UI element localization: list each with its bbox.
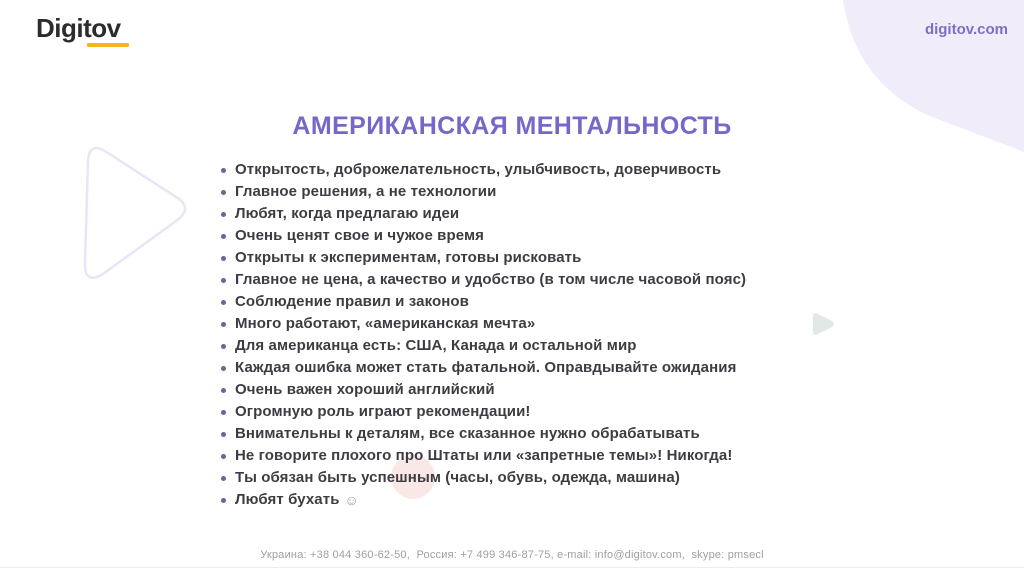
list-item <box>221 357 746 379</box>
list-item-text: Главное не цена, а качество и удобство (в том числе часовой пояс) <box>235 271 747 288</box>
list-item-text: Огромную роль играют рекомендации! <box>235 403 531 420</box>
dot-icon <box>221 432 226 437</box>
list-item <box>221 225 746 247</box>
site-link[interactable]: digitov.com <box>924 21 1008 38</box>
dot-icon <box>221 278 226 283</box>
list-item-text: Открыты к экспериментам, готовы рисковать <box>235 249 582 266</box>
dot-icon <box>221 498 226 503</box>
list-item <box>221 247 746 269</box>
play-triangle-outline-icon <box>68 133 208 298</box>
list-item <box>221 379 746 401</box>
list-item <box>221 445 746 467</box>
list-item <box>221 467 746 489</box>
list-item <box>221 159 746 181</box>
list-item <box>221 313 746 335</box>
logo <box>36 14 129 47</box>
dot-icon <box>221 476 226 481</box>
list-item <box>221 423 746 445</box>
page-title: АМЕРИКАНСКАЯ МЕНТАЛЬНОСТЬ <box>292 112 732 140</box>
list-item-text: Любят бухать <box>235 491 340 508</box>
dot-icon <box>221 234 226 239</box>
dot-icon <box>221 454 226 459</box>
dot-icon <box>221 168 226 173</box>
list-item-text: Очень ценят свое и чужое время <box>235 227 485 244</box>
dot-icon <box>221 366 226 371</box>
list-item <box>221 291 746 313</box>
dot-icon <box>221 190 226 195</box>
logo-text: Digitov <box>36 13 121 43</box>
list-item <box>221 335 746 357</box>
list-item-text: Главное решения, а не технологии <box>235 183 497 200</box>
bullet-list <box>221 159 746 511</box>
footer-contacts: Украина: +38 044 360-62-50, Россия: +7 499 346-87-75, e-mail: info@digitov.com, skype: pmsecl <box>260 549 764 561</box>
dot-icon <box>221 256 226 261</box>
list-item-text: Соблюдение правил и законов <box>235 293 469 310</box>
dot-icon <box>221 410 226 415</box>
bottom-divider <box>0 567 1024 568</box>
smiley-face-icon: ☺ <box>344 492 359 508</box>
list-item-text: Не говорите плохого про Штаты или «запретные темы»! Никогда! <box>235 447 733 464</box>
list-item-text: Для американца есть: США, Канада и остальной мир <box>235 337 637 354</box>
list-item <box>221 489 746 511</box>
dot-icon <box>221 388 226 393</box>
list-item-text: Внимательны к деталям, все сказанное нужно обрабатывать <box>235 425 700 442</box>
logo-underline <box>87 43 129 47</box>
list-item <box>221 203 746 225</box>
list-item <box>221 401 746 423</box>
list-item <box>221 181 746 203</box>
list-item-text: Открытость, доброжелательность, улыбчивость, доверчивость <box>235 161 722 178</box>
dot-icon <box>221 322 226 327</box>
dot-icon <box>221 344 226 349</box>
list-item-text: Ты обязан быть успешным (часы, обувь, одежда, машина) <box>235 469 680 486</box>
list-item-text: Очень важен хороший английский <box>235 381 495 398</box>
play-triangle-icon <box>804 306 840 342</box>
list-item-text: Много работают, «американская мечта» <box>235 315 536 332</box>
list-item-text: Каждая ошибка может стать фатальной. Оправдывайте ожидания <box>235 359 737 376</box>
dot-icon <box>221 212 226 217</box>
dot-icon <box>221 300 226 305</box>
list-item-text: Любят, когда предлагаю идеи <box>235 205 460 222</box>
list-item <box>221 269 746 291</box>
